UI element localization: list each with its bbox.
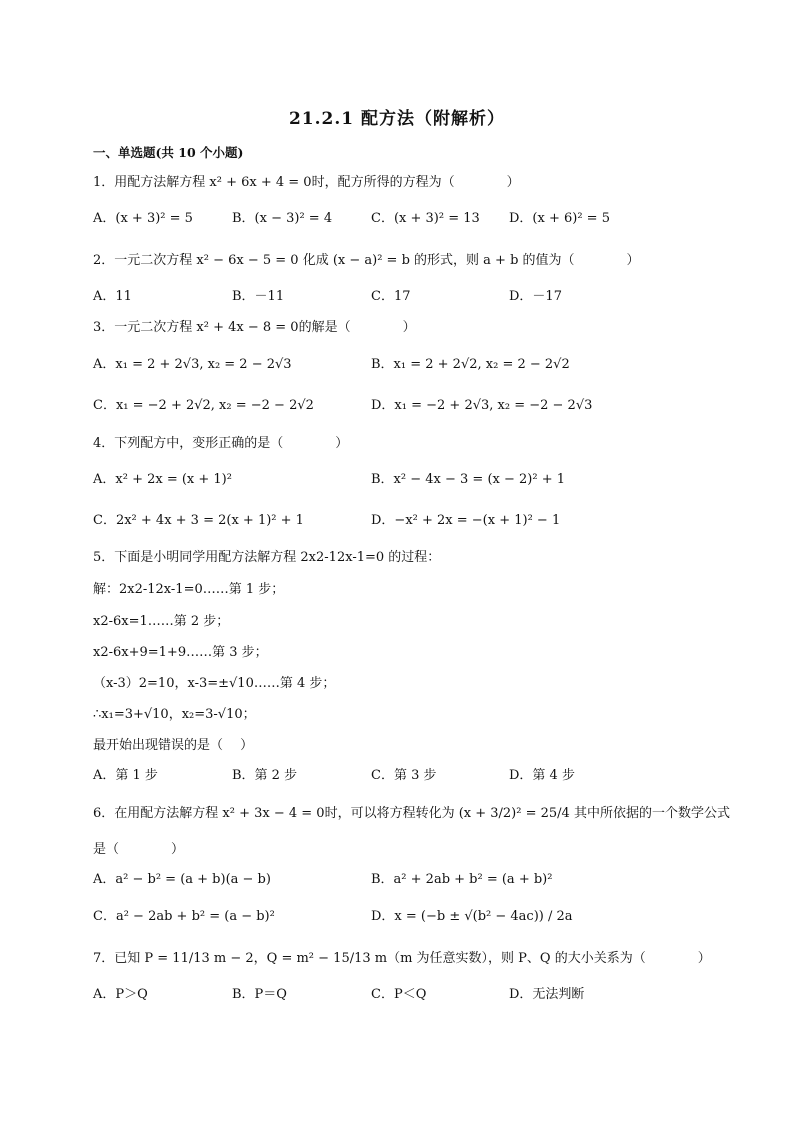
question-2-stem: 2．一元二次方程 x² − 6x − 5 = 0 化成 (x − a)² = b 的形式，则 a + b 的值为（ ） (93, 253, 640, 268)
document-title: 21.2.1 配方法（附解析） (288, 109, 506, 129)
question-3-stem: 3．一元二次方程 x² + 4x − 8 = 0的解是（ ） (93, 320, 416, 335)
option-c[interactable]: C．17 (371, 289, 411, 304)
option-a[interactable]: A．11 (93, 289, 132, 304)
option-b[interactable]: B．x² − 4x − 3 = (x − 2)² + 1 (371, 472, 565, 487)
option-a[interactable]: A．(x + 3)² = 5 (93, 211, 193, 226)
option-d[interactable]: D．－17 (509, 289, 562, 304)
option-d[interactable]: D．(x + 6)² = 5 (509, 211, 610, 226)
option-b[interactable]: B．第 2 步 (232, 768, 298, 783)
option-c[interactable]: C．P＜Q (371, 987, 427, 1002)
option-c[interactable]: C．a² − 2ab + b² = (a − b)² (93, 909, 275, 924)
option-a[interactable]: A．P＞Q (93, 987, 148, 1002)
option-d[interactable]: D．−x² + 2x = −(x + 1)² − 1 (371, 513, 561, 528)
question-1-stem: 1．用配方法解方程 x² + 6x + 4 = 0时，配方所得的方程为（ ） (93, 175, 520, 190)
solution-step-1: 解：2x2-12x-1=0……第 1 步； (93, 582, 285, 597)
option-a[interactable]: A．a² − b² = (a + b)(a − b) (93, 872, 271, 887)
option-a[interactable]: A．x² + 2x = (x + 1)² (93, 472, 232, 487)
question-5-prompt: 最开始出现错误的是（ ） (93, 738, 254, 753)
option-b[interactable]: B．(x − 3)² = 4 (232, 211, 333, 226)
option-b[interactable]: B．a² + 2ab + b² = (a + b)² (371, 872, 553, 887)
question-6-stem-continued: 是（ ） (93, 842, 185, 857)
option-c[interactable]: C．第 3 步 (371, 768, 437, 783)
solution-step-5: ∴x₁=3+√10，x₂=3-√10； (93, 707, 256, 722)
option-d[interactable]: D．第 4 步 (509, 768, 575, 783)
option-d[interactable]: D．x₁ = −2 + 2√3, x₂ = −2 − 2√3 (371, 398, 593, 413)
option-d[interactable]: D．无法判断 (509, 987, 585, 1002)
solution-step-3: x2-6x+9=1+9……第 3 步； (93, 645, 268, 660)
option-d[interactable]: D．x = (−b ± √(b² − 4ac)) / 2a (371, 909, 573, 924)
solution-step-4: （x-3）2=10，x-3=±√10……第 4 步； (93, 676, 336, 691)
question-4-stem: 4．下列配方中，变形正确的是（ ） (93, 436, 349, 451)
option-c[interactable]: C．(x + 3)² = 13 (371, 211, 480, 226)
option-a[interactable]: A．x₁ = 2 + 2√3, x₂ = 2 − 2√3 (93, 357, 292, 372)
option-c[interactable]: C．2x² + 4x + 3 = 2(x + 1)² + 1 (93, 513, 304, 528)
solution-step-2: x2-6x=1……第 2 步； (93, 614, 230, 629)
section-heading: 一、单选题(共 10 个小题) (93, 145, 244, 160)
question-7-stem: 7．已知 P = 11/13 m − 2，Q = m² − 15/13 m（m 为任意实数），则 P、Q 的大小关系为（ ） (93, 951, 711, 966)
option-b[interactable]: B．－11 (232, 289, 285, 304)
option-a[interactable]: A．第 1 步 (93, 768, 158, 783)
option-c[interactable]: C．x₁ = −2 + 2√2, x₂ = −2 − 2√2 (93, 398, 314, 413)
option-b[interactable]: B．P＝Q (232, 987, 287, 1002)
option-b[interactable]: B．x₁ = 2 + 2√2, x₂ = 2 − 2√2 (371, 357, 570, 372)
question-5-stem: 5．下面是小明同学用配方法解方程 2x2-12x-1=0 的过程： (93, 550, 441, 565)
question-6-stem: 6．在用配方法解方程 x² + 3x − 4 = 0时，可以将方程转化为 (x + 3/2)² = 25/4 其中所依据的一个数学公式 (93, 806, 730, 821)
